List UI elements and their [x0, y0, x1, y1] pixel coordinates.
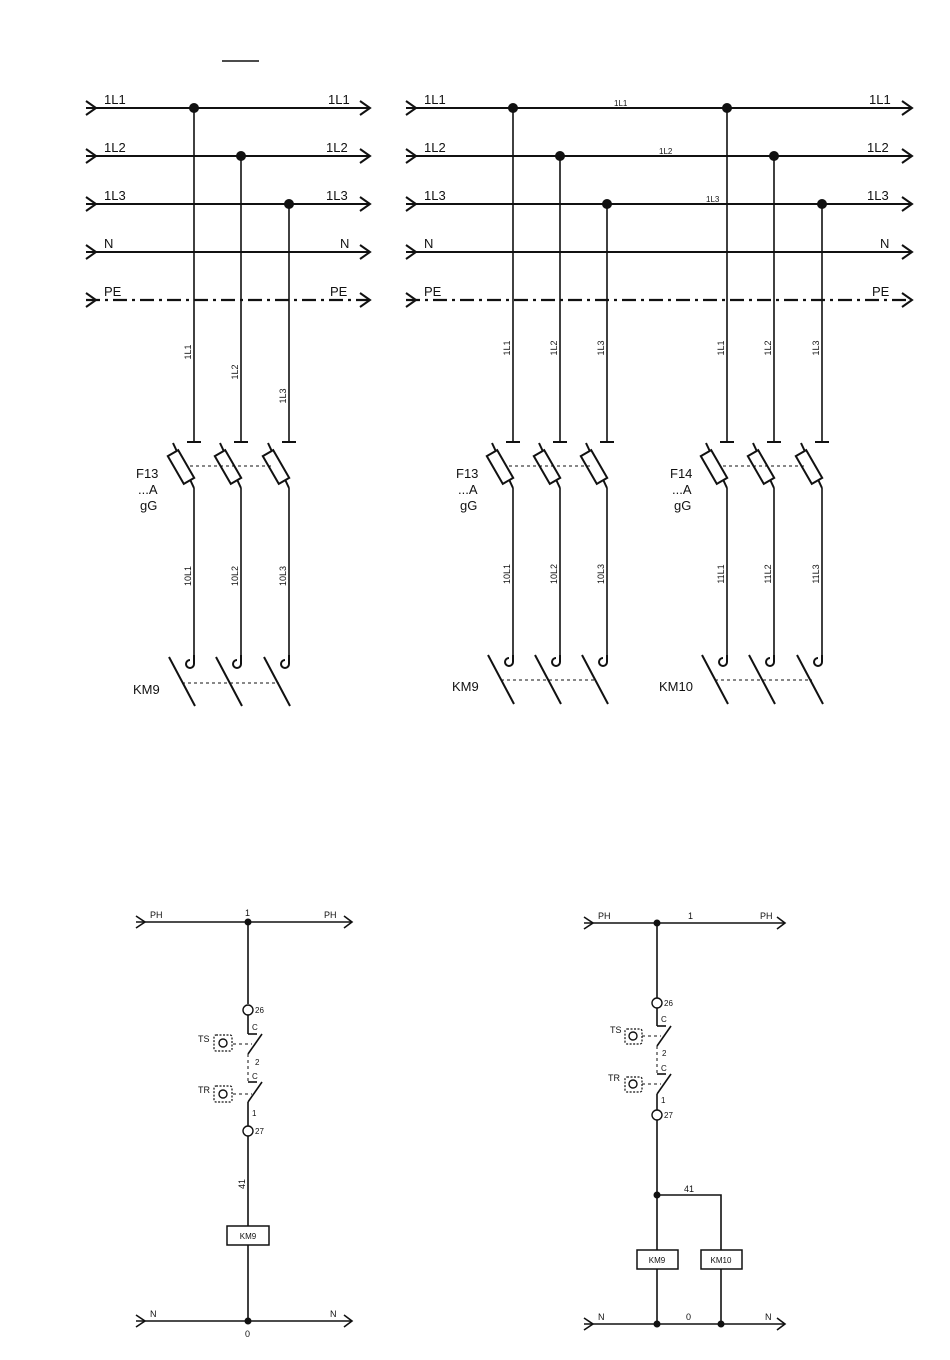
- ts-c-label: C: [252, 1023, 258, 1032]
- bus-l3: [86, 188, 370, 211]
- pushbutton-icon: [625, 1029, 642, 1044]
- phase-label-out: PH: [324, 910, 337, 920]
- wire-label: 41: [684, 1184, 695, 1194]
- reset-pushbutton-tr: [198, 1072, 262, 1118]
- drop-label-a-l3: 1L3: [596, 340, 606, 356]
- contactor-km9: [452, 655, 608, 704]
- bus-n: [86, 236, 370, 259]
- terminal: [243, 1005, 253, 1015]
- ts-contact-label: 2: [255, 1058, 260, 1067]
- power-circuit-right: [406, 92, 912, 704]
- bus-l3-label-in: 1L3: [424, 188, 446, 203]
- bus-pe-label-out: PE: [330, 284, 348, 299]
- node-label-bottom: 0: [245, 1329, 251, 1339]
- bus-l2-label-in: 1L2: [424, 140, 446, 155]
- terminal-label-bottom: 27: [255, 1127, 264, 1136]
- out-label-b-l1: 11L1: [716, 564, 726, 584]
- bus-l1: [86, 92, 370, 115]
- control-circuit-right: [584, 911, 785, 1330]
- bus-l1: [406, 92, 912, 115]
- fuse-tag: F14: [670, 466, 693, 481]
- drop-label-b-l2: 1L2: [763, 340, 773, 356]
- contactor-label: KM10: [659, 679, 693, 694]
- tr-c-label: C: [661, 1064, 667, 1073]
- bus-l2-label-mid: 1L2: [659, 147, 673, 156]
- bus-l3-label-mid: 1L3: [706, 195, 720, 204]
- ts-c-label: C: [661, 1015, 667, 1024]
- fuse-switch-f13: [136, 443, 289, 513]
- bus-n-label-in: N: [424, 236, 434, 251]
- coil-km9: [227, 1226, 269, 1245]
- bus-n: [406, 236, 912, 259]
- neutral-label-out: N: [330, 1309, 337, 1319]
- node-label-top: 1: [688, 911, 694, 921]
- fuse-tag: F13: [456, 466, 479, 481]
- out-label-a-l1: 10L1: [502, 563, 512, 585]
- bus-l2-label-out: 1L2: [867, 140, 889, 155]
- bus-l3: [406, 188, 912, 211]
- tr-contact-label: 1: [252, 1109, 257, 1118]
- bus-n-label-in: N: [104, 236, 114, 251]
- contactor-label: KM9: [133, 682, 160, 697]
- out-label-l3: 10L3: [278, 565, 288, 587]
- pushbutton-icon: [625, 1077, 642, 1092]
- pushbutton-icon: [214, 1035, 232, 1051]
- bus-l2-label-out: 1L2: [326, 140, 348, 155]
- tr-label: TR: [198, 1085, 210, 1095]
- phase-label-in: PH: [150, 910, 163, 920]
- out-label-a-l2: 10L2: [549, 563, 559, 585]
- junction-dot: [245, 1318, 252, 1325]
- contactor-label: KM9: [452, 679, 479, 694]
- phase-label-in: PH: [598, 911, 611, 921]
- fuse-rating: ...A: [458, 482, 478, 497]
- bus-n-label-out: N: [880, 236, 890, 251]
- bus-l2-label-in: 1L2: [104, 140, 126, 155]
- bus-pe: [86, 284, 370, 307]
- junction-dot: [654, 1321, 661, 1328]
- out-label-a-l3: 10L3: [596, 563, 606, 585]
- drop-label-a-l1: 1L1: [502, 340, 512, 356]
- fuse-tag: F13: [136, 466, 159, 481]
- tr-label: TR: [608, 1073, 620, 1083]
- reset-pushbutton-tr: [608, 1064, 671, 1105]
- stop-pushbutton-ts: [198, 1023, 262, 1067]
- bus-pe-label-in: PE: [424, 284, 442, 299]
- bus-pe-label-out: PE: [872, 284, 890, 299]
- out-label-l1: 10L1: [183, 565, 193, 587]
- bus-l3-label-out: 1L3: [867, 188, 889, 203]
- bus-l3-label-in: 1L3: [104, 188, 126, 203]
- bus-l2: [406, 140, 912, 163]
- drop-label-l3: 1L3: [278, 388, 288, 404]
- coil-label: KM9: [239, 1232, 257, 1241]
- tr-c-label: C: [252, 1072, 258, 1081]
- node-label-top: 1: [245, 908, 251, 918]
- bus-l1-label-in: 1L1: [424, 92, 446, 107]
- coil-label: KM10: [710, 1256, 732, 1265]
- terminal: [652, 1110, 662, 1120]
- terminal-label-top: 26: [255, 1006, 264, 1015]
- wire-label: 41: [237, 1178, 247, 1190]
- fuse-class: gG: [140, 498, 158, 513]
- terminal-label-bottom: 27: [664, 1111, 673, 1120]
- contactor-km10: [659, 655, 823, 704]
- neutral-label-in: N: [598, 1312, 605, 1322]
- out-label-b-l2: 11L2: [763, 564, 773, 584]
- neutral-label-out: N: [765, 1312, 772, 1322]
- terminal: [243, 1126, 253, 1136]
- coil-label: KM9: [648, 1256, 666, 1265]
- fuse-switch-f14: [670, 443, 822, 513]
- bus-l1-label-out: 1L1: [328, 92, 350, 107]
- bus-l3-label-out: 1L3: [326, 188, 348, 203]
- ts-contact-label: 2: [662, 1049, 667, 1058]
- drop-label-l1: 1L1: [183, 344, 193, 360]
- coil-km10: [701, 1250, 742, 1269]
- bus-l1-label-mid: 1L1: [614, 99, 628, 108]
- drop-label-l2: 1L2: [230, 364, 240, 380]
- neutral-label-in: N: [150, 1309, 157, 1319]
- drop-label-b-l3: 1L3: [811, 340, 821, 356]
- bus-l1-label-in: 1L1: [104, 92, 126, 107]
- fuse-rating: ...A: [672, 482, 692, 497]
- coil-km9: [637, 1250, 678, 1269]
- fuse-switch-f13: [456, 443, 607, 513]
- bus-l1-label-out: 1L1: [869, 92, 891, 107]
- node-label-bottom: 0: [686, 1312, 692, 1322]
- tr-contact-label: 1: [661, 1096, 666, 1105]
- ts-label: TS: [198, 1034, 210, 1044]
- drop-label-a-l2: 1L2: [549, 340, 559, 356]
- fuse-rating: ...A: [138, 482, 158, 497]
- terminal: [652, 998, 662, 1008]
- bus-n-label-out: N: [340, 236, 350, 251]
- control-circuit-left: [136, 908, 352, 1339]
- bus-pe-label-in: PE: [104, 284, 122, 299]
- terminal-label-top: 26: [664, 999, 673, 1008]
- ts-label: TS: [610, 1025, 622, 1035]
- stop-pushbutton-ts: [610, 1015, 671, 1058]
- out-label-l2: 10L2: [230, 565, 240, 587]
- drop-label-b-l1: 1L1: [716, 340, 726, 356]
- junction-dot: [718, 1321, 725, 1328]
- contactor-km9: [133, 655, 290, 706]
- fuse-class: gG: [460, 498, 478, 513]
- bus-l2: [86, 140, 370, 163]
- pushbutton-icon: [214, 1086, 232, 1102]
- out-label-b-l3: 11L3: [811, 564, 821, 584]
- phase-label-out: PH: [760, 911, 773, 921]
- bus-pe: [406, 284, 912, 307]
- fuse-class: gG: [674, 498, 692, 513]
- power-circuit-left: [86, 92, 370, 706]
